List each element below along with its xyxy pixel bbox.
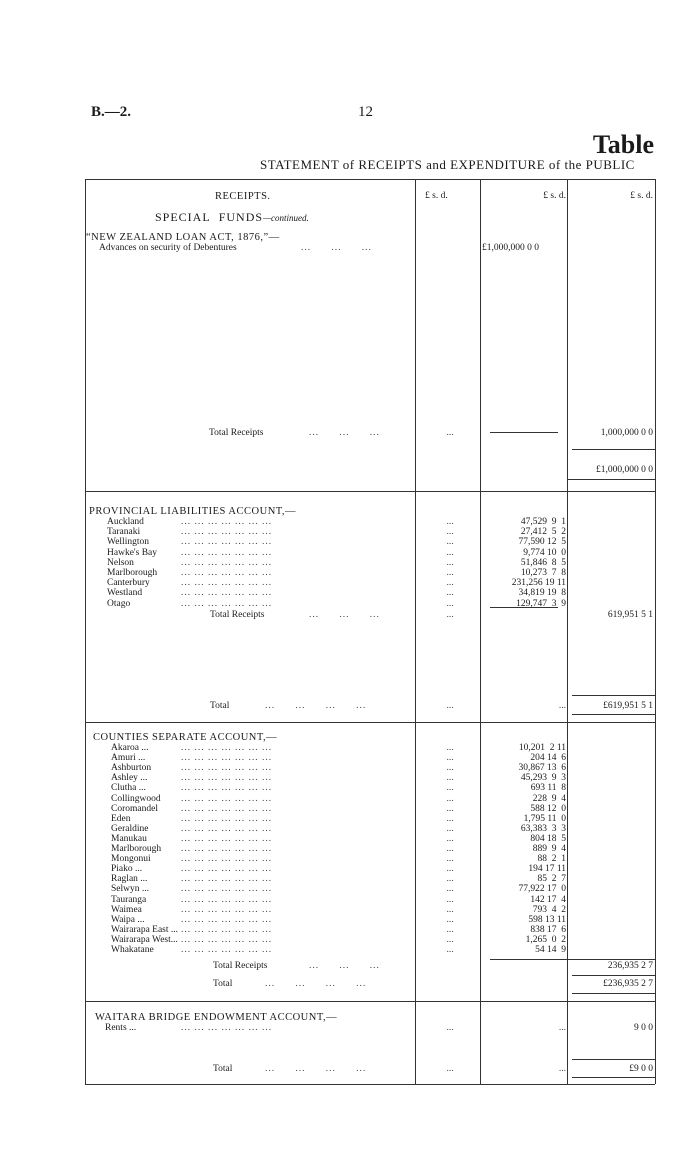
county-item-amount: 693 11 8: [530, 783, 566, 794]
county-item-leader-dots: ... ... ... ... ... ... ...: [181, 864, 273, 875]
county-item-amount: 30,867 13 6: [518, 763, 566, 774]
receipts-column-header: RECEIPTS.: [215, 191, 271, 202]
county-item-col1-dots: ...: [446, 945, 454, 955]
county-item-leader-dots: ... ... ... ... ... ... ...: [181, 803, 273, 814]
county-item-leader-dots: ... ... ... ... ... ... ...: [181, 894, 273, 905]
provincial-item-leader-dots: ... ... ... ... ... ... ...: [181, 527, 273, 538]
provincial-total-amount: 619,951 5 1: [607, 610, 653, 620]
county-item-col1-dots: ...: [446, 864, 454, 875]
county-item-name: Selwyn ...: [111, 884, 149, 895]
provincial-item-name: Auckland: [107, 517, 144, 527]
provincial-item-amount: 77,590 12 5: [518, 537, 566, 548]
county-item-leader-dots: ... ... ... ... ... ... ...: [181, 945, 273, 955]
waitara-line-amount: 9 0 0: [634, 1023, 653, 1033]
waitara-grand-amount: £9 0 0: [629, 1064, 653, 1074]
county-item-col1-dots: ...: [446, 813, 454, 824]
county-item-leader-dots: ... ... ... ... ... ... ...: [181, 773, 273, 784]
county-item-name: Ashley ...: [111, 773, 148, 784]
provincial-item-col1-dots: ...: [446, 557, 454, 568]
county-item-name: Waimea: [111, 904, 142, 915]
county-item-name: Wairarapa East ...: [111, 924, 179, 935]
county-item-leader-dots: ... ... ... ... ... ... ...: [181, 813, 273, 824]
county-item-amount: 45,293 9 3: [520, 773, 566, 784]
provincial-item-name: Hawke's Bay: [107, 547, 157, 558]
county-item-name: Mongonui: [111, 854, 151, 865]
special-total-amount: 1,000,000 0 0: [600, 428, 653, 438]
county-item-leader-dots: ... ... ... ... ... ... ...: [181, 884, 273, 895]
county-item-leader-dots: ... ... ... ... ... ... ...: [181, 763, 273, 774]
county-item-name: Waipa ...: [111, 914, 145, 925]
page-number: 12: [358, 104, 373, 120]
provincial-item-col1-dots: ...: [446, 547, 454, 558]
county-item-col1-dots: ...: [446, 783, 454, 794]
county-item-leader-dots: ... ... ... ... ... ... ...: [181, 753, 273, 764]
county-item-amount: 77,922 17 0: [518, 884, 566, 895]
provincial-item-name: Otago: [107, 598, 131, 609]
county-item-amount: 54 14 9: [535, 945, 566, 955]
county-item-name: Collingwood: [111, 793, 161, 804]
county-item-amount: 838 17 6: [530, 924, 566, 935]
county-item-leader-dots: ... ... ... ... ... ... ...: [181, 914, 273, 925]
county-item-amount: 10,201 2 11: [518, 743, 566, 753]
county-item-name: Manukau: [111, 833, 147, 844]
county-item-name: Akaroa ...: [111, 743, 149, 753]
provincial-item-amount: 51,846 8 5: [520, 557, 566, 568]
county-item-leader-dots: ... ... ... ... ... ... ...: [181, 823, 273, 834]
county-item-amount: 889 9 4: [532, 844, 566, 854]
county-item-col1-dots: ...: [446, 763, 454, 774]
provincial-item-amount: 34,819 19 8: [518, 588, 566, 599]
county-item-amount: 793 4 2: [532, 904, 566, 915]
provincial-item-col1-dots: ...: [446, 588, 454, 599]
provincial-item-leader-dots: ... ... ... ... ... ... ...: [181, 537, 273, 548]
counties-grand-amount: £236,935 2 7: [603, 979, 653, 989]
county-item-name: Geraldine: [111, 823, 149, 834]
county-item-col1-dots: ...: [446, 884, 454, 895]
col2-header: £ s. d.: [543, 191, 566, 201]
provincial-item-name: Wellington: [107, 537, 149, 548]
county-item-name: Piako ...: [111, 864, 143, 875]
provincial-item-name: Westland: [107, 588, 143, 599]
provincial-item-leader-dots: ... ... ... ... ... ... ...: [181, 557, 273, 568]
county-item-amount: 85 2 7: [537, 874, 566, 885]
county-item-col1-dots: ...: [446, 924, 454, 935]
county-item-leader-dots: ... ... ... ... ... ... ...: [181, 904, 273, 915]
county-item-name: Tauranga: [111, 894, 147, 905]
county-item-col1-dots: ...: [446, 844, 454, 854]
county-item-name: Whakatane: [111, 945, 154, 955]
provincial-item-col1-dots: ...: [446, 598, 454, 609]
county-item-leader-dots: ... ... ... ... ... ... ...: [181, 874, 273, 885]
county-item-col1-dots: ...: [446, 753, 454, 764]
county-item-col1-dots: ...: [446, 854, 454, 865]
county-item-leader-dots: ... ... ... ... ... ... ...: [181, 924, 273, 935]
county-item-amount: 1,795 11 0: [523, 813, 566, 824]
provincial-item-leader-dots: ... ... ... ... ... ... ...: [181, 517, 273, 527]
county-item-name: Clutha ...: [111, 783, 146, 794]
provincial-item-amount: 129,747 3 9: [516, 598, 566, 609]
county-item-col1-dots: ...: [446, 743, 454, 753]
provincial-item-amount: 27,412 5 2: [520, 527, 566, 538]
county-item-col1-dots: ...: [446, 773, 454, 784]
county-item-name: Ashburton: [111, 763, 152, 774]
county-item-name: Raglan ...: [111, 874, 148, 885]
county-item-leader-dots: ... ... ... ... ... ... ...: [181, 793, 273, 804]
provincial-item-col1-dots: ...: [446, 568, 454, 578]
table-title: Table: [592, 130, 654, 159]
county-item-amount: 804 18 5: [530, 833, 566, 844]
provincial-item-name: Canterbury: [107, 578, 150, 589]
county-item-col1-dots: ...: [446, 874, 454, 885]
statement-title: STATEMENT of RECEIPTS and EXPENDITURE of the PUBLIC: [260, 157, 635, 172]
county-item-name: Eden: [111, 813, 131, 824]
county-item-leader-dots: ... ... ... ... ... ... ...: [181, 743, 273, 753]
county-item-leader-dots: ... ... ... ... ... ... ...: [181, 833, 273, 844]
provincial-item-leader-dots: ... ... ... ... ... ... ...: [181, 598, 273, 609]
county-item-amount: 598 13 11: [528, 914, 566, 925]
county-item-amount: 204 14 6: [530, 753, 566, 764]
county-item-leader-dots: ... ... ... ... ... ... ...: [181, 934, 273, 945]
county-item-name: Marlborough: [111, 844, 162, 854]
provincial-item-name: Nelson: [107, 557, 134, 568]
county-item-leader-dots: ... ... ... ... ... ... ...: [181, 783, 273, 794]
provincial-item-col1-dots: ...: [446, 537, 454, 548]
county-item-amount: 588 12 0: [530, 803, 566, 814]
county-item-amount: 63,383 3 3: [520, 823, 566, 834]
col3-header: £ s. d.: [630, 191, 653, 201]
provincial-item-leader-dots: ... ... ... ... ... ... ...: [181, 568, 273, 578]
provincial-item-amount: 47,529 9 1: [520, 517, 566, 527]
county-item-col1-dots: ...: [446, 934, 454, 945]
provincial-item-leader-dots: ... ... ... ... ... ... ...: [181, 578, 273, 589]
provincial-item-leader-dots: ... ... ... ... ... ... ...: [181, 547, 273, 558]
county-item-col1-dots: ...: [446, 823, 454, 834]
provincial-item-name: Marlborough: [107, 568, 158, 578]
county-item-name: Wairarapa West...: [111, 934, 178, 945]
county-item-amount: 194 17 11: [528, 864, 566, 875]
counties-total-amount: 236,935 2 7: [607, 961, 653, 971]
document-reference: B.—2.: [91, 104, 132, 120]
county-item-col1-dots: ...: [446, 904, 454, 915]
provincial-item-col1-dots: ...: [446, 578, 454, 589]
special-grand-amount: £1,000,000 0 0: [596, 465, 653, 475]
county-item-leader-dots: ... ... ... ... ... ... ...: [181, 854, 273, 865]
receipts-table: RECEIPTS. £ s. d. £ s. d. £ s. d. SPECIAL FUNDS—continued. “NEW ZEALAND LOAN ACT, 1876,”— Advances on security of Debentures ... ... ... £1,000,000 0 0 Total Receipts ... ... ... ... 1,000,000 0 0 £1,000,000 0 0 PROVINCIAL LIABILITIES ACCOUNT,— Auckland ... ... ... ... ... ... ... ... 47,529 9 1 Taranaki ... ... ... ... ... ... ... ... 27,412 5 2 Wellington ... ... ... ... ... ... ... ... 77,590 12 5 Hawke's Bay ... ... ... ... ... ... ... ... 9,774 10 0 Nelson ... ... ... ... ... ... ... ... 51,846 8 5 Marlborough ... ... ... ... ... ... ... ... 10,273 7 8 Canterbury ... ... ... ... ... ... ... ... 231,256 19 11 Westland ... ... ... ... ... ... ... ... 34,819 19 8 Otago ... ... ... ... ... ... ... ... 129,747 3 9 Total Receipts ... ... ... ... 619,951 5 1 Total ... ... ... ... ... ... £619,951 5 1 COUNTIES SEPARATE ACCOUNT,— Akaroa ... ... ... ... ... ... ... ... ... 10,201 2 11 Amuri ... ... ... ... ... ... ... ... ... 204 14 6 Ashburton ... ... ... ... ... ... ... ... 30,867 13 6 Ashley ... ... ... ... ... ... ... ... ... 45,293 9 3 Clutha ... ... ... ... ... ... ... ... ... 693 11 8 Collingwood ... ... ... ... ... ... ... ... 228 9 4 Coromandel ... ... ... ... ... ... ... ... 588 12 0 Eden ... ... ... ... ... ... ... ... 1,795 11 0 Geraldine ... ... ... ... ... ... ... ... 63,383 3 3 Manukau ... ... ... ... ... ... ... ... 804 18 5 Marlborough ... ... ... ... ... ... ... ... 889 9 4 Mongonui ... ... ... ... ... ... ... ... 88 2 1 Piako ... ... ... ... ... ... ... ... ... 194 17 11 Raglan ... ... ... ... ... ... ... ... ... 85 2 7 Selwyn ... ... ... ... ... ... ... ... ... 77,922 17 0 Tauranga ... ... ... ... ... ... ... ... 142 17 4 Waimea ... ... ... ... ... ... ... ... 793 4 2 Waipa ... ... ... ... ... ... ... ... ... 598 13 11 Wairarapa East ... ... ... ... ... ... ... ... ... 838 17 6 Wairarapa West... ... ... ... ... ... ... ... ... 1,265 0 2 Whakatane ... ... ... ... ... ... ... ... 54 14 9 Total Receipts ... ... ... 236,935 2 7 Total ... ... ... ... £236,935 2 7 WAITARA BRIDGE ENDOWMENT ACCOUNT,— Rents ... ... ... ... ... ... ... ... ... ... 9 0 0 Total ... ... ... ... ... ... £9 0 0: [85, 179, 655, 1084]
county-item-col1-dots: ...: [446, 833, 454, 844]
provincial-item-amount: 10,273 7 8: [520, 568, 566, 578]
provincial-grand-amount: £619,951 5 1: [603, 701, 653, 711]
col1-header: £ s. d.: [425, 191, 448, 201]
county-item-name: Coromandel: [111, 803, 158, 814]
provincial-item-leader-dots: ... ... ... ... ... ... ...: [181, 588, 273, 599]
special-line-amount: £1,000,000 0 0: [482, 243, 539, 253]
county-item-amount: 228 9 4: [532, 793, 566, 804]
county-item-name: Amuri ...: [111, 753, 146, 764]
county-item-col1-dots: ...: [446, 914, 454, 925]
provincial-item-col1-dots: ...: [446, 527, 454, 538]
provincial-item-col1-dots: ...: [446, 517, 454, 527]
county-item-amount: 1,265 0 2: [525, 934, 566, 945]
provincial-item-name: Taranaki: [107, 527, 141, 538]
provincial-item-amount: 231,256 19 11: [511, 578, 566, 589]
county-item-col1-dots: ...: [446, 894, 454, 905]
county-item-col1-dots: ...: [446, 793, 454, 804]
county-item-amount: 142 17 4: [530, 894, 566, 905]
county-item-col1-dots: ...: [446, 803, 454, 814]
county-item-amount: 88 2 1: [537, 854, 566, 865]
provincial-item-amount: 9,774 10 0: [523, 547, 566, 558]
county-item-leader-dots: ... ... ... ... ... ... ...: [181, 844, 273, 854]
